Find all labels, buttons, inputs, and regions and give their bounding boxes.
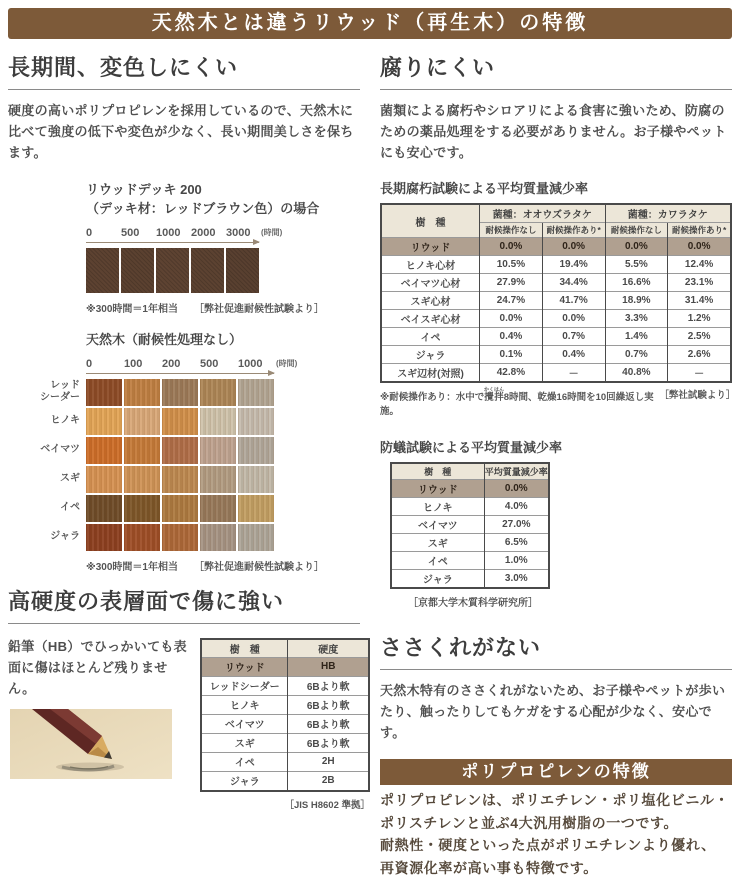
pencil-photo	[10, 709, 190, 784]
decay-table	[380, 203, 732, 383]
value-cell: 6Bより軟	[288, 676, 369, 695]
pp-body	[380, 790, 732, 878]
table-row	[391, 516, 549, 534]
value-cell: 3.0%	[484, 570, 549, 589]
col-header-rate: 平均質量減少率	[484, 463, 549, 480]
deck-swatch-row	[86, 248, 360, 293]
species-cell: ヒノキ	[201, 695, 288, 714]
swatch-row	[86, 408, 274, 435]
table-row	[381, 364, 731, 383]
left-column	[8, 39, 370, 878]
species-cell: ジャラ	[201, 771, 288, 791]
pp-banner: ポリプロピレンの特徴	[380, 759, 732, 785]
value-cell: 0.0%	[480, 238, 543, 256]
value-cell: 0.4%	[480, 328, 543, 346]
hardness-source: ［JIS H8602 準拠］	[284, 799, 370, 811]
table-row	[381, 346, 731, 364]
col-header-species: 樹 種	[201, 639, 288, 658]
wood-species-label: スギ	[60, 472, 80, 484]
species-cell: ベイスギ心材	[381, 310, 480, 328]
wood-swatch	[238, 379, 274, 406]
wood-swatch	[200, 466, 236, 493]
value-cell: 5.5%	[605, 256, 668, 274]
value-cell: 16.6%	[605, 274, 668, 292]
pp-body-line: 耐熱性・硬度といった点がポリエチレンより優れ、	[380, 837, 716, 854]
tick-label: 500	[121, 226, 140, 239]
tick-label: 200	[162, 357, 181, 370]
pp-body-line: ポリスチレンと並ぶ4大汎用樹脂の一つです。	[380, 814, 679, 831]
table-row	[391, 480, 549, 498]
value-cell: 19.4%	[542, 256, 605, 274]
table-row	[201, 752, 369, 771]
species-cell: ヒノキ	[391, 498, 484, 516]
decay-table-note-row	[380, 387, 736, 418]
value-cell: 12.4%	[668, 256, 731, 274]
wood-swatch	[86, 248, 119, 293]
section-heading-durability: 長期間、変色しにくい	[8, 55, 239, 80]
natural-wood-fade-chart	[8, 331, 360, 573]
species-cell: スギ辺材(対照)	[381, 364, 480, 383]
durability-body: 硬度の高いポリプロピレンを採用しているので、天然木に比べて強度の低下や変色が少なく、長い期間美しさを保ちます。	[8, 103, 354, 161]
value-cell: 1.4%	[605, 328, 668, 346]
value-cell: 6Bより軟	[288, 695, 369, 714]
table-row	[201, 695, 369, 714]
table-row	[201, 657, 369, 676]
hardness-body: 鉛筆（HB）でひっかいても表面に傷はほとんど残りません。	[8, 638, 187, 696]
wood-swatch	[124, 524, 160, 551]
wood-swatch	[86, 437, 122, 464]
decay-table-note: ※耐候操作あり：水中で攪拌かくはん8時間、乾燥16時間を10回繰返し実施。	[380, 387, 654, 418]
wood-swatch	[200, 437, 236, 464]
deck-title-line1: リウッドデッキ 200	[86, 182, 202, 198]
value-cell: 23.1%	[668, 274, 731, 292]
table-header-row	[391, 463, 549, 480]
wood-fade-row	[8, 524, 360, 551]
wood-swatch	[238, 408, 274, 435]
value-cell: 34.4%	[542, 274, 605, 292]
swatch-row	[86, 437, 274, 464]
tick-unit-label: (時間)	[276, 358, 298, 368]
species-cell: イペ	[201, 752, 288, 771]
table-row	[201, 771, 369, 791]
table-row	[381, 310, 731, 328]
species-cell: リウッド	[381, 238, 480, 256]
table-row	[381, 328, 731, 346]
wood-fade-row	[8, 437, 360, 464]
value-cell: 0.7%	[605, 346, 668, 364]
value-cell: 42.8%	[480, 364, 543, 383]
table-row	[201, 676, 369, 695]
tick-label: 500	[200, 357, 219, 370]
species-cell: ジャラ	[381, 346, 480, 364]
species-cell: ベイマツ心材	[381, 274, 480, 292]
wood-swatch	[124, 379, 160, 406]
value-cell: 6Bより軟	[288, 714, 369, 733]
table-row	[391, 570, 549, 589]
termite-table-source: ［京都大学木質科学研究所］	[408, 598, 538, 610]
col-group-fungus1: 菌種：オオウズラタケ	[480, 204, 605, 223]
wood-swatch	[162, 466, 198, 493]
columns	[8, 39, 736, 878]
table-header-row	[201, 639, 369, 658]
wood-swatch	[162, 524, 198, 551]
value-cell: 27.9%	[480, 274, 543, 292]
tick-label: 0	[86, 357, 93, 370]
wood-swatch	[124, 495, 160, 522]
deck-title-line2: （デッキ材：レッドブラウン色）の場合	[86, 200, 320, 216]
decay-table-title: 長期腐朽試験による平均質量減少率	[380, 181, 589, 197]
table-header-row	[381, 204, 731, 223]
wood-swatch	[124, 408, 160, 435]
value-cell: 6Bより軟	[288, 733, 369, 752]
value-cell: 31.4%	[668, 292, 731, 310]
species-cell: レッドシーダー	[201, 676, 288, 695]
value-cell: 0.1%	[480, 346, 543, 364]
wood-swatch	[226, 248, 259, 293]
wood-swatch	[238, 466, 274, 493]
deck-note: ※300時間＝1年相当	[86, 303, 178, 315]
splinter-body: 天然木特有のささくれがないため、お子様やペットが歩いたり、触ったりしてもケガをする心配が少なく、安心です。	[380, 683, 726, 741]
deck-note-row	[86, 300, 360, 315]
wood-fade-row	[8, 379, 360, 406]
col-header-species: 樹 種	[381, 204, 480, 238]
subcol-weathering: 耐候操作あり*	[542, 223, 605, 238]
value-cell: 0.0%	[668, 238, 731, 256]
value-cell: HB	[288, 657, 369, 676]
tick-label: 100	[124, 357, 143, 370]
value-cell: 0.0%	[605, 238, 668, 256]
swatch-row	[86, 466, 274, 493]
hardness-block	[8, 636, 370, 811]
col-group-fungus2: 菌種：カワラタケ	[605, 204, 731, 223]
value-cell: 2H	[288, 752, 369, 771]
value-cell: 18.9%	[605, 292, 668, 310]
tick-label: 2000	[191, 226, 216, 239]
tick-label: 1000	[156, 226, 181, 239]
natural-source: ［弊社促進耐候性試験より］	[193, 561, 324, 573]
value-cell: 10.5%	[480, 256, 543, 274]
value-cell: 1.0%	[484, 552, 549, 570]
species-cell: スギ	[201, 733, 288, 752]
table-row	[381, 292, 731, 310]
species-cell: リウッド	[201, 657, 288, 676]
wood-swatch	[86, 495, 122, 522]
tick-unit-label: (時間)	[261, 227, 283, 237]
decay-table-source: ［弊社試験より］	[659, 390, 736, 402]
hardness-table	[200, 638, 370, 792]
value-cell: －	[668, 364, 731, 383]
wood-swatch	[200, 379, 236, 406]
hardness-table-wrap	[200, 636, 370, 811]
subcol-no-weathering: 耐候操作なし	[605, 223, 668, 238]
value-cell: 0.0%	[542, 310, 605, 328]
swatch-row	[86, 495, 274, 522]
timeline-arrow-icon	[86, 242, 259, 243]
wood-swatch	[86, 408, 122, 435]
wood-swatch	[162, 495, 198, 522]
wood-species-label: ヒノキ	[50, 414, 80, 426]
value-cell: 2.6%	[668, 346, 731, 364]
wood-species-label: ベイマツ	[40, 443, 80, 455]
tick-label: 3000	[226, 226, 251, 239]
value-cell: 0.0%	[542, 238, 605, 256]
wood-swatch	[86, 466, 122, 493]
natural-note: ※300時間＝1年相当	[86, 561, 178, 573]
pp-body-line: ポリプロピレンは、ポリエチレン・ポリ塩化ビニル・	[380, 792, 730, 809]
tick-label: 0	[86, 226, 93, 239]
value-cell: 41.7%	[542, 292, 605, 310]
col-header-hardness: 硬度	[288, 639, 369, 658]
wood-swatch	[86, 379, 122, 406]
ruby-kakuhan: 攪拌かくはん	[484, 387, 505, 404]
swatch-row	[86, 524, 274, 551]
species-cell: ジャラ	[391, 570, 484, 589]
wood-swatch	[200, 524, 236, 551]
species-cell: イペ	[381, 328, 480, 346]
wood-swatch	[124, 437, 160, 464]
natural-note-row	[86, 558, 360, 573]
swatch-row	[86, 379, 274, 406]
value-cell: 24.7%	[480, 292, 543, 310]
pp-body-line: 再資源化率が高い事も特徴です。	[380, 859, 598, 876]
value-cell: 0.7%	[542, 328, 605, 346]
table-row	[201, 733, 369, 752]
species-cell: リウッド	[391, 480, 484, 498]
value-cell: 3.3%	[605, 310, 668, 328]
wood-swatch	[238, 524, 274, 551]
heading-rule	[380, 89, 732, 90]
deck-source: ［弊社促進耐候性試験より］	[193, 303, 324, 315]
wood-swatch	[191, 248, 224, 293]
value-cell: 1.2%	[668, 310, 731, 328]
section-heading-rot: 腐りにくい	[380, 55, 496, 80]
species-cell: イペ	[391, 552, 484, 570]
wood-swatch	[162, 379, 198, 406]
wood-fade-row	[8, 466, 360, 493]
termite-table-title: 防蟻試験による平均質量減少率	[380, 440, 563, 456]
wood-fade-row	[8, 495, 360, 522]
value-cell: －	[542, 364, 605, 383]
wood-swatch	[156, 248, 189, 293]
wood-swatch	[162, 408, 198, 435]
value-cell: 0.0%	[484, 480, 549, 498]
natural-timeline-ticks	[86, 358, 360, 370]
table-row	[391, 534, 549, 552]
deck-timeline-ticks	[86, 227, 360, 239]
value-cell: 4.0%	[484, 498, 549, 516]
wood-swatch	[162, 437, 198, 464]
subcol-no-weathering: 耐候操作なし	[480, 223, 543, 238]
species-cell: ベイマツ	[201, 714, 288, 733]
species-cell: スギ心材	[381, 292, 480, 310]
hardness-left	[8, 636, 190, 811]
deck-fade-chart	[86, 181, 360, 315]
table-row	[391, 552, 549, 570]
wood-species-label: ジャラ	[50, 530, 80, 542]
table-row	[201, 714, 369, 733]
wood-swatch	[200, 408, 236, 435]
tick-label: 1000	[238, 357, 263, 370]
table-row	[381, 274, 731, 292]
heading-rule	[8, 89, 360, 90]
value-cell: 27.0%	[484, 516, 549, 534]
species-cell: ヒノキ心材	[381, 256, 480, 274]
value-cell: 2B	[288, 771, 369, 791]
wood-species-label: レッド シーダー	[40, 379, 80, 404]
timeline-arrow-icon	[86, 373, 274, 374]
heading-rule	[8, 623, 360, 624]
species-cell: スギ	[391, 534, 484, 552]
wood-swatch	[238, 495, 274, 522]
pencil-photo-illustration	[10, 709, 172, 779]
wood-species-label: イペ	[60, 501, 80, 513]
value-cell: 0.4%	[542, 346, 605, 364]
rot-body: 菌類による腐朽やシロアリによる食害に強いため、防腐のための薬品処理をする必要がありません。お子様やペットにも安心です。	[380, 103, 727, 161]
col-header-species: 樹 種	[391, 463, 484, 480]
value-cell: 0.0%	[480, 310, 543, 328]
subcol-weathering: 耐候操作あり*	[668, 223, 731, 238]
value-cell: 40.8%	[605, 364, 668, 383]
table-row	[391, 498, 549, 516]
page-title-banner: 天然木とは違うリウッド（再生木）の特徴	[8, 8, 732, 39]
heading-rule	[380, 669, 732, 670]
value-cell: 2.5%	[668, 328, 731, 346]
section-heading-hardness: 高硬度の表層面で傷に強い	[8, 588, 285, 614]
section-heading-splinter: ささくれがない	[380, 635, 542, 661]
wood-fade-row	[8, 408, 360, 435]
termite-table	[390, 462, 550, 589]
wood-swatch	[86, 524, 122, 551]
species-cell: ベイマツ	[391, 516, 484, 534]
right-column	[380, 39, 736, 878]
wood-swatch	[121, 248, 154, 293]
wood-swatch	[124, 466, 160, 493]
natural-title: 天然木（耐候性処理なし）	[86, 331, 243, 347]
table-row	[381, 256, 731, 274]
wood-swatch	[200, 495, 236, 522]
value-cell: 6.5%	[484, 534, 549, 552]
wood-swatch	[238, 437, 274, 464]
table-row	[381, 238, 731, 256]
